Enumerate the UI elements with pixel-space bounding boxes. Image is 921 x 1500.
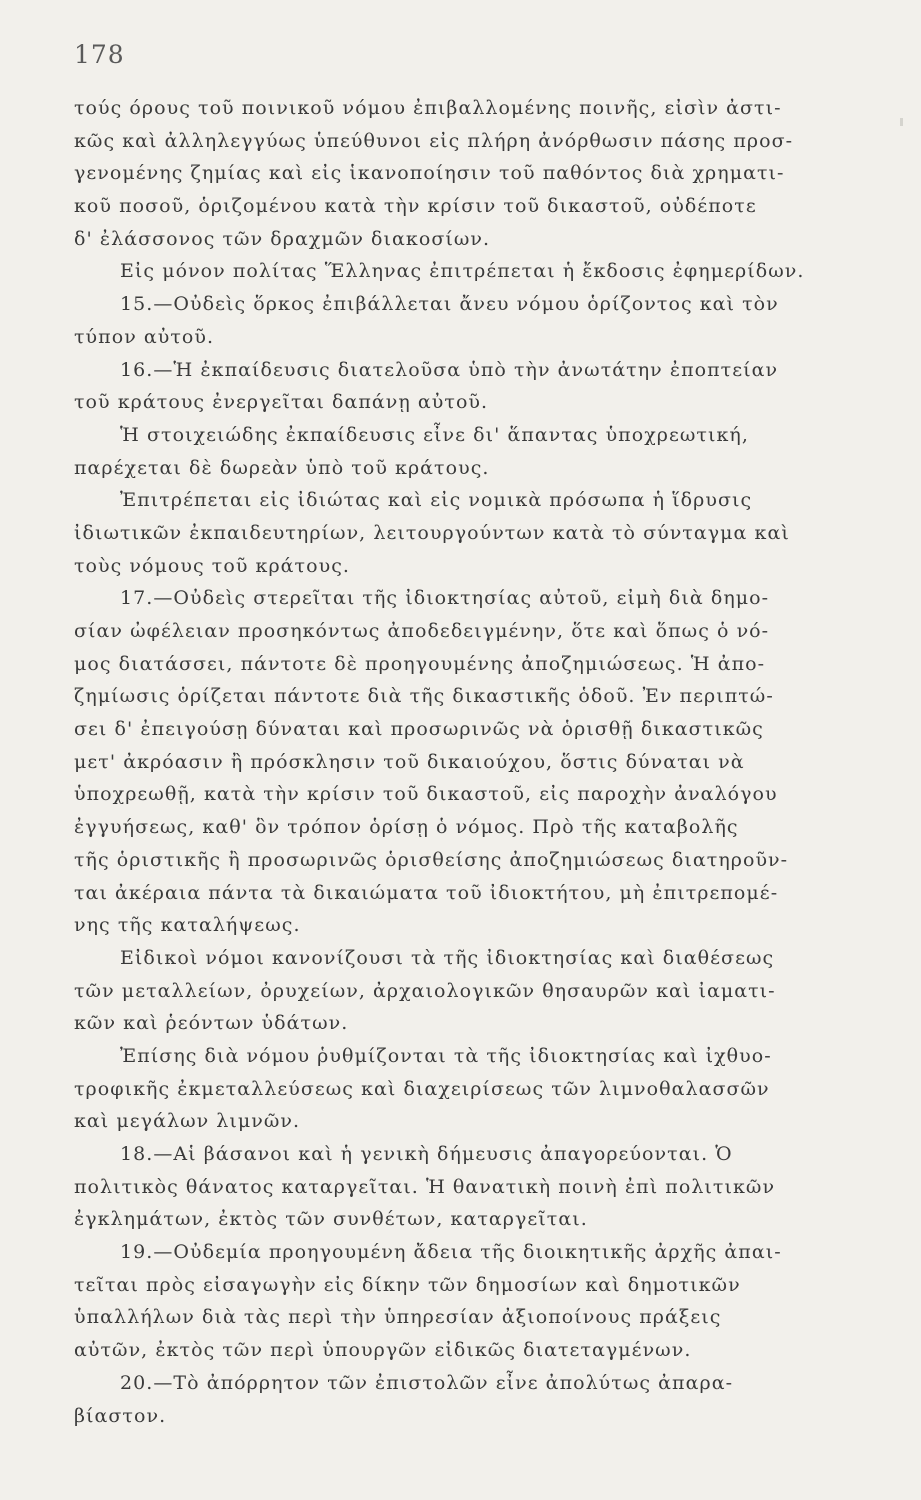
text-line-2: κῶς καὶ ἀλληλεγγύως ὑπεύθυνοι εἰς πλήρη ἀνόρθωσιν πάσης προσ-: [74, 129, 794, 152]
text-line-27: Εἰδικοὶ νόμοι κανονίζουσι τὰ τῆς ἰδιοκτησίας καὶ διαθέσεως: [120, 946, 775, 969]
text-line-8: τύπον αὐτοῦ.: [74, 325, 215, 348]
text-line-3: γενομένης ζημίας καὶ εἰς ἱκανοποίησιν τοῦ παθόντος διὰ χρηματι-: [74, 162, 785, 185]
article-18-heading: 18.—Αἱ βάσανοι καὶ ἡ γενικὴ δήμευσις ἀπαγορεύονται. Ὁ: [120, 1143, 733, 1165]
text-line-17: σίαν ὠφέλειαν προσηκόντως ἀποδεδειγμένην, ὅτε καὶ ὅπως ὁ νό-: [74, 620, 770, 642]
text-line-35: ἐγκλημάτων, ἐκτὸς τῶν συνθέτων, καταργεῖται.: [74, 1208, 588, 1231]
text-line-26: νης τῆς καταλήψεως.: [74, 914, 301, 937]
text-line-28: τῶν μεταλλείων, ὀρυχείων, ἀρχαιολογικῶν θησαυρῶν καὶ ἰαματι-: [74, 979, 776, 1002]
text-line-19: ζημίωσις ὁρίζεται πάντοτε διὰ τῆς δικαστικῆς ὁδοῦ. Ἐν περιπτώ-: [74, 685, 774, 708]
text-line-41: βίαστον.: [74, 1404, 167, 1427]
text-line-18: μος διατάσσει, πάντοτε δὲ προηγουμένης ἀποζημιώσεως. Ἡ ἀπο-: [74, 652, 766, 675]
text-line-24: τῆς ὁριστικῆς ἢ προσωρινῶς ὁρισθείσης ἀποζημιώσεως διατηροῦν-: [74, 848, 789, 871]
text-line-23: ἐγγυήσεως, καθ' ὃν τρόπον ὁρίσῃ ὁ νόμος. Πρὸ τῆς καταβολῆς: [74, 816, 739, 839]
text-line-34: πολιτικὸς θάνατος καταργεῖται. Ἡ θανατικὴ ποινὴ ἐπὶ πολιτικῶν: [74, 1175, 776, 1198]
text-line-38: ὑπαλλήλων διὰ τὰς περὶ τὴν ὑπηρεσίαν ἀξιοποίνους πράξεις: [74, 1306, 722, 1329]
text-line-1: τούς όρους τοῦ ποινικοῦ νόμου ἐπιβαλλομένης ποινῆς, εἰσὶν ἀστι-: [74, 97, 782, 119]
text-line-15: τοὺς νόμους τοῦ κράτους.: [74, 554, 350, 577]
text-line-11: Ἡ στοιχειώδης ἐκπαίδευσις εἶνε δι' ἅπαντας ὑποχρεωτική,: [120, 423, 749, 446]
text-line-22: ὑποχρεωθῇ, κατὰ τὴν κρίσιν τοῦ δικαστοῦ, εἰς παροχὴν ἀναλόγου: [74, 783, 778, 806]
text-line-31: τροφικῆς ἐκμεταλλεύσεως καὶ διαχειρίσεως τῶν λιμνοθαλασσῶν: [74, 1077, 770, 1100]
text-line-32: καὶ μεγάλων λιμνῶν.: [74, 1110, 301, 1133]
text-line-13: Ἐπιτρέπεται εἰς ἰδιώτας καὶ εἰς νομικὰ πρόσωπα ἡ ἵδρυσις: [120, 489, 753, 512]
text-line-12: παρέχεται δὲ δωρεὰν ὑπὸ τοῦ κράτους.: [74, 456, 490, 479]
text-line-37: τεῖται πρὸς εἰσαγωγὴν εἰς δίκην τῶν δημοσίων καὶ δημοτικῶν: [74, 1273, 741, 1296]
text-line-5: δ' ἐλάσσονος τῶν δραχμῶν διακοσίων.: [74, 227, 491, 250]
text-line-10: τοῦ κράτους ἐνεργεῖται δαπάνῃ αὐτοῦ.: [74, 391, 489, 414]
article-20-heading: 20.—Τὸ ἀπόρρητον τῶν ἐπιστολῶν εἶνε ἀπολύτως ἀπαρα-: [120, 1371, 734, 1394]
text-line-21: μετ' ἀκρόασιν ἢ πρόσκλησιν τοῦ δικαιούχου, ὅστις δύναται νὰ: [74, 750, 745, 773]
text-line-14: ἰδιωτικῶν ἐκπαιδευτηρίων, λειτουργούντων κατὰ τὸ σύνταγμα καὶ: [74, 521, 790, 544]
text-line-6: Εἰς μόνον πολίτας Ἕλληνας ἐπιτρέπεται ἡ ἔκδοσις ἐφημερίδων.: [120, 260, 805, 283]
page-edge-mark: [900, 118, 903, 126]
text-line-25: ται ἀκέραια πάντα τὰ δικαιώματα τοῦ ἰδιοκτήτου, μὴ ἐπιτρεπομέ-: [74, 881, 779, 904]
text-line-30: Ἐπίσης διὰ νόμου ῥυθμίζονται τὰ τῆς ἰδιοκτησίας καὶ ἰχθυο-: [120, 1044, 772, 1067]
article-15-heading: 15.—Οὐδεὶς ὅρκος ἐπιβάλλεται ἄνευ νόμου ὁρίζοντος καὶ τὸν: [120, 293, 779, 316]
text-line-39: αὐτῶν, ἐκτὸς τῶν περὶ ὑπουργῶν εἰδικῶς διατεταγμένων.: [74, 1339, 692, 1362]
text-line-4: κοῦ ποσοῦ, ὁριζομένου κατὰ τὴν κρίσιν τοῦ δικαστοῦ, οὐδέποτε: [74, 195, 757, 218]
article-17-heading: 17.—Οὐδεὶς στερεῖται τῆς ἰδιοκτησίας αὐτοῦ, εἰμὴ διὰ δημο-: [120, 587, 770, 610]
text-line-29: κῶν καὶ ῥεόντων ὑδάτων.: [74, 1012, 349, 1035]
page-number: 178: [74, 40, 125, 69]
article-16-heading: 16.—Ἡ ἐκπαίδευσις διατελοῦσα ὑπὸ τὴν ἀνωτάτην ἐποπτείαν: [120, 358, 779, 381]
body-text: [74, 92, 858, 1432]
article-19-heading: 19.—Οὐδεμία προηγουμένη ἄδεια τῆς διοικητικῆς ἀρχῆς ἀπαι-: [120, 1241, 782, 1264]
text-line-20: σει δ' ἐπειγούσῃ δύναται καὶ προσωρινῶς νὰ ὁρισθῇ δικαστικῶς: [74, 718, 764, 741]
